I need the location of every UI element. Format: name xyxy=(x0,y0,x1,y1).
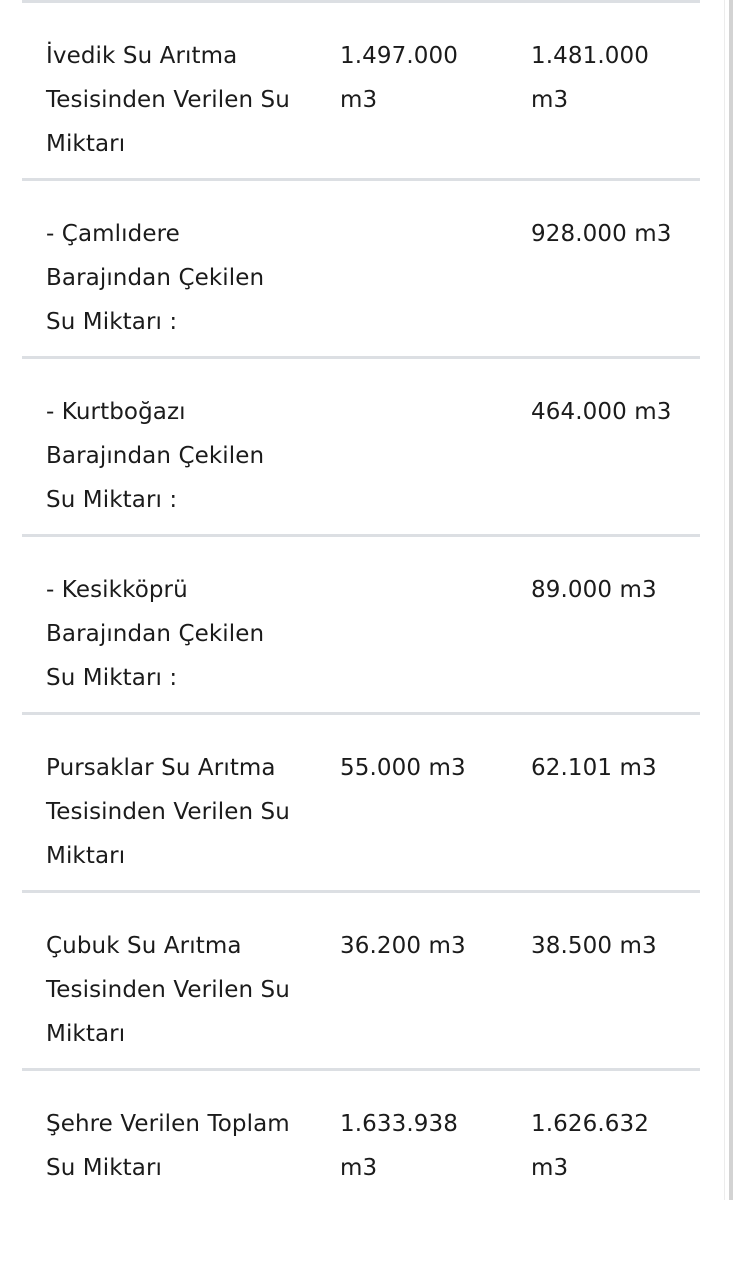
row-value-2: 62.101 m3 xyxy=(531,755,657,781)
row-value-2: 928.000 m3 xyxy=(531,221,672,247)
row-label: - Kurtboğazı Barajından Çekilen Su Miktarı : xyxy=(46,399,265,513)
row-label: Şehre Verilen Toplam Su Miktarı xyxy=(46,1111,290,1181)
vertical-scrollbar[interactable] xyxy=(724,0,736,1200)
row-value-2: 1.626.632 m3 xyxy=(531,1111,649,1181)
table-row xyxy=(22,537,700,715)
water-data-table xyxy=(22,0,700,1271)
row-value-1: 55.000 m3 xyxy=(340,755,466,781)
row-value-1: 1.497.000 m3 xyxy=(340,43,458,113)
row-value-2: 1.481.000 m3 xyxy=(531,43,649,113)
row-label: Pursaklar Su Arıtma Tesisinden Verilen Su Miktarı xyxy=(46,755,290,869)
row-label: Çubuk Su Arıtma Tesisinden Verilen Su Miktarı xyxy=(46,933,290,1047)
row-value-2: 89.000 m3 xyxy=(531,577,657,603)
table-row xyxy=(22,1071,700,1271)
table-row xyxy=(22,359,700,537)
row-label: - Kesikköprü Barajından Çekilen Su Miktarı : xyxy=(46,577,265,691)
table-row xyxy=(22,715,700,893)
table-row xyxy=(22,893,700,1071)
table-row xyxy=(22,3,700,181)
row-value-2: 464.000 m3 xyxy=(531,399,672,425)
row-value-1: 36.200 m3 xyxy=(340,933,466,959)
table-row xyxy=(22,181,700,359)
row-value-1: 1.633.938 m3 xyxy=(340,1111,458,1181)
scrollbar-thumb[interactable] xyxy=(729,0,733,1200)
row-value-2: 38.500 m3 xyxy=(531,933,657,959)
row-label: İvedik Su Arıtma Tesisinden Verilen Su Miktarı xyxy=(46,43,290,157)
row-label: - Çamlıdere Barajından Çekilen Su Miktarı : xyxy=(46,221,265,335)
